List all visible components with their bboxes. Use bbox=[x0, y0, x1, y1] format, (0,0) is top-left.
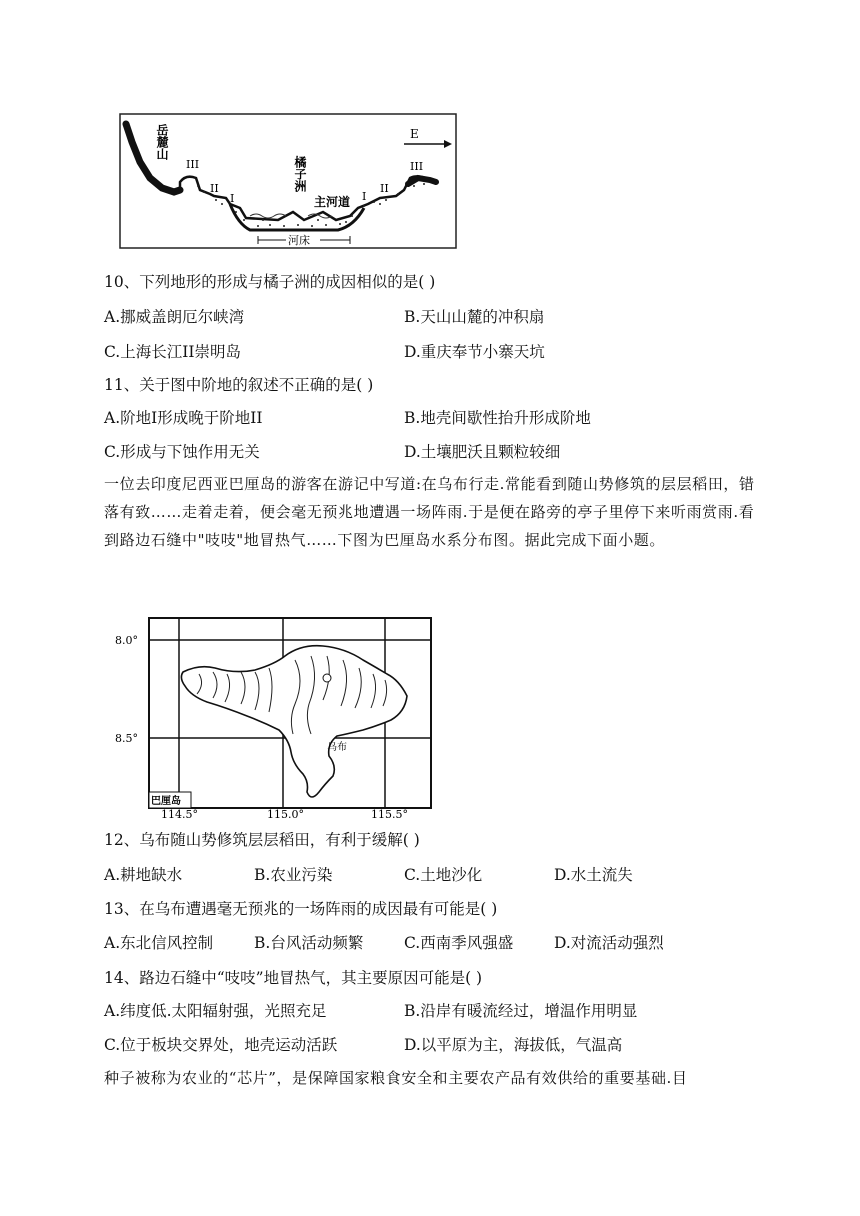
passage-text: 一位去印度尼西亚巴厘岛的游客在游记中写道:在乌布行走.常能看到随山势修筑的层层稻田，错落有致……走着走着，便会毫无预兆地遭遇一场阵雨.于是便在路旁的亭子里停下来听雨赏雨.看到路边石缝中"吱吱"地冒热气……下图为巴厘岛水系分布图。据此完成下面小题。 bbox=[104, 475, 755, 549]
q13-option-b[interactable]: B.台风活动频繁 bbox=[254, 934, 364, 952]
lon-label-115-5: 115.5° bbox=[371, 808, 408, 820]
bali-island-label: 巴厘岛 bbox=[151, 796, 181, 807]
q11-stem: 11、关于图中阶地的叙述不正确的是( ) bbox=[104, 376, 374, 394]
lon-label-114-5: 114.5° bbox=[161, 808, 198, 820]
direction-label: E bbox=[410, 127, 419, 141]
q12-option-c[interactable]: C.土地沙化 bbox=[404, 866, 483, 884]
q14-option-d[interactable]: D.以平原为主，海拔低，气温高 bbox=[404, 1036, 623, 1054]
q13-option-a[interactable]: A.东北信风控制 bbox=[104, 934, 214, 952]
q14-option-c[interactable]: C.位于板块交界处，地壳运动活跃 bbox=[104, 1036, 338, 1054]
terrace-3-right: III bbox=[410, 160, 424, 173]
island-label: 橘子洲 bbox=[293, 156, 307, 192]
q11-option-c[interactable]: C.形成与下蚀作用无关 bbox=[104, 443, 260, 461]
lat-label-8-5: 8.5° bbox=[115, 732, 138, 745]
terrace-3-left: III bbox=[186, 158, 200, 171]
q12-stem: 12、乌布随山势修筑层层稻田，有利于缓解( ) bbox=[104, 831, 420, 849]
q10-stem: 10、下列地形的形成与橘子洲的成因相似的是( ) bbox=[104, 273, 436, 291]
q14-option-b[interactable]: B.沿岸有暖流经过，增温作用明显 bbox=[404, 1002, 638, 1020]
river-cross-section-figure bbox=[118, 112, 458, 250]
q12-option-a[interactable]: A.耕地缺水 bbox=[104, 866, 183, 884]
q11-option-d[interactable]: D.土壤肥沃且颗粒较细 bbox=[404, 443, 561, 461]
terrace-1-left: I bbox=[230, 192, 235, 205]
q13-stem: 13、在乌布遭遇毫无预兆的一场阵雨的成因最有可能是( ) bbox=[104, 900, 498, 918]
q13-option-d[interactable]: D.对流活动强烈 bbox=[554, 934, 664, 952]
q10-option-b[interactable]: B.天山山麓的冲积扇 bbox=[404, 308, 545, 326]
riverbed-label: 河床 bbox=[288, 234, 310, 247]
terrace-2-right: II bbox=[380, 182, 389, 195]
terrace-1-right: I bbox=[362, 190, 367, 203]
mountain-label: 岳麓山 bbox=[155, 124, 169, 160]
q12-option-d[interactable]: D.水土流失 bbox=[554, 866, 633, 884]
q12-option-b[interactable]: B.农业污染 bbox=[254, 866, 333, 884]
lon-label-115-0: 115.0° bbox=[267, 808, 304, 820]
ubud-label: 乌布 bbox=[327, 742, 347, 753]
q13-option-c[interactable]: C.西南季风强盛 bbox=[404, 934, 514, 952]
q11-option-a[interactable]: A.阶地I形成晚于阶地II bbox=[104, 409, 263, 427]
q10-option-d[interactable]: D.重庆奉节小寨天坑 bbox=[404, 343, 545, 361]
bali-river-map bbox=[115, 616, 433, 820]
q10-option-a[interactable]: A.挪威盖朗厄尔峡湾 bbox=[104, 308, 245, 326]
q14-option-a[interactable]: A.纬度低.太阳辐射强，光照充足 bbox=[104, 1002, 327, 1020]
lat-label-8-0: 8.0° bbox=[115, 634, 138, 647]
q10-option-c[interactable]: C.上海长江II崇明岛 bbox=[104, 343, 241, 361]
q14-stem: 14、路边石缝中“吱吱”地冒热气，其主要原因可能是( ) bbox=[104, 969, 483, 987]
channel-label: 主河道 bbox=[314, 195, 351, 209]
terrace-2-left: II bbox=[210, 182, 219, 195]
q11-option-b[interactable]: B.地壳间歇性抬升形成阶地 bbox=[404, 409, 591, 427]
tail-text: 种子被称为农业的“芯片”，是保障国家粮食安全和主要农产品有效供给的重要基础.目 bbox=[104, 1069, 688, 1087]
